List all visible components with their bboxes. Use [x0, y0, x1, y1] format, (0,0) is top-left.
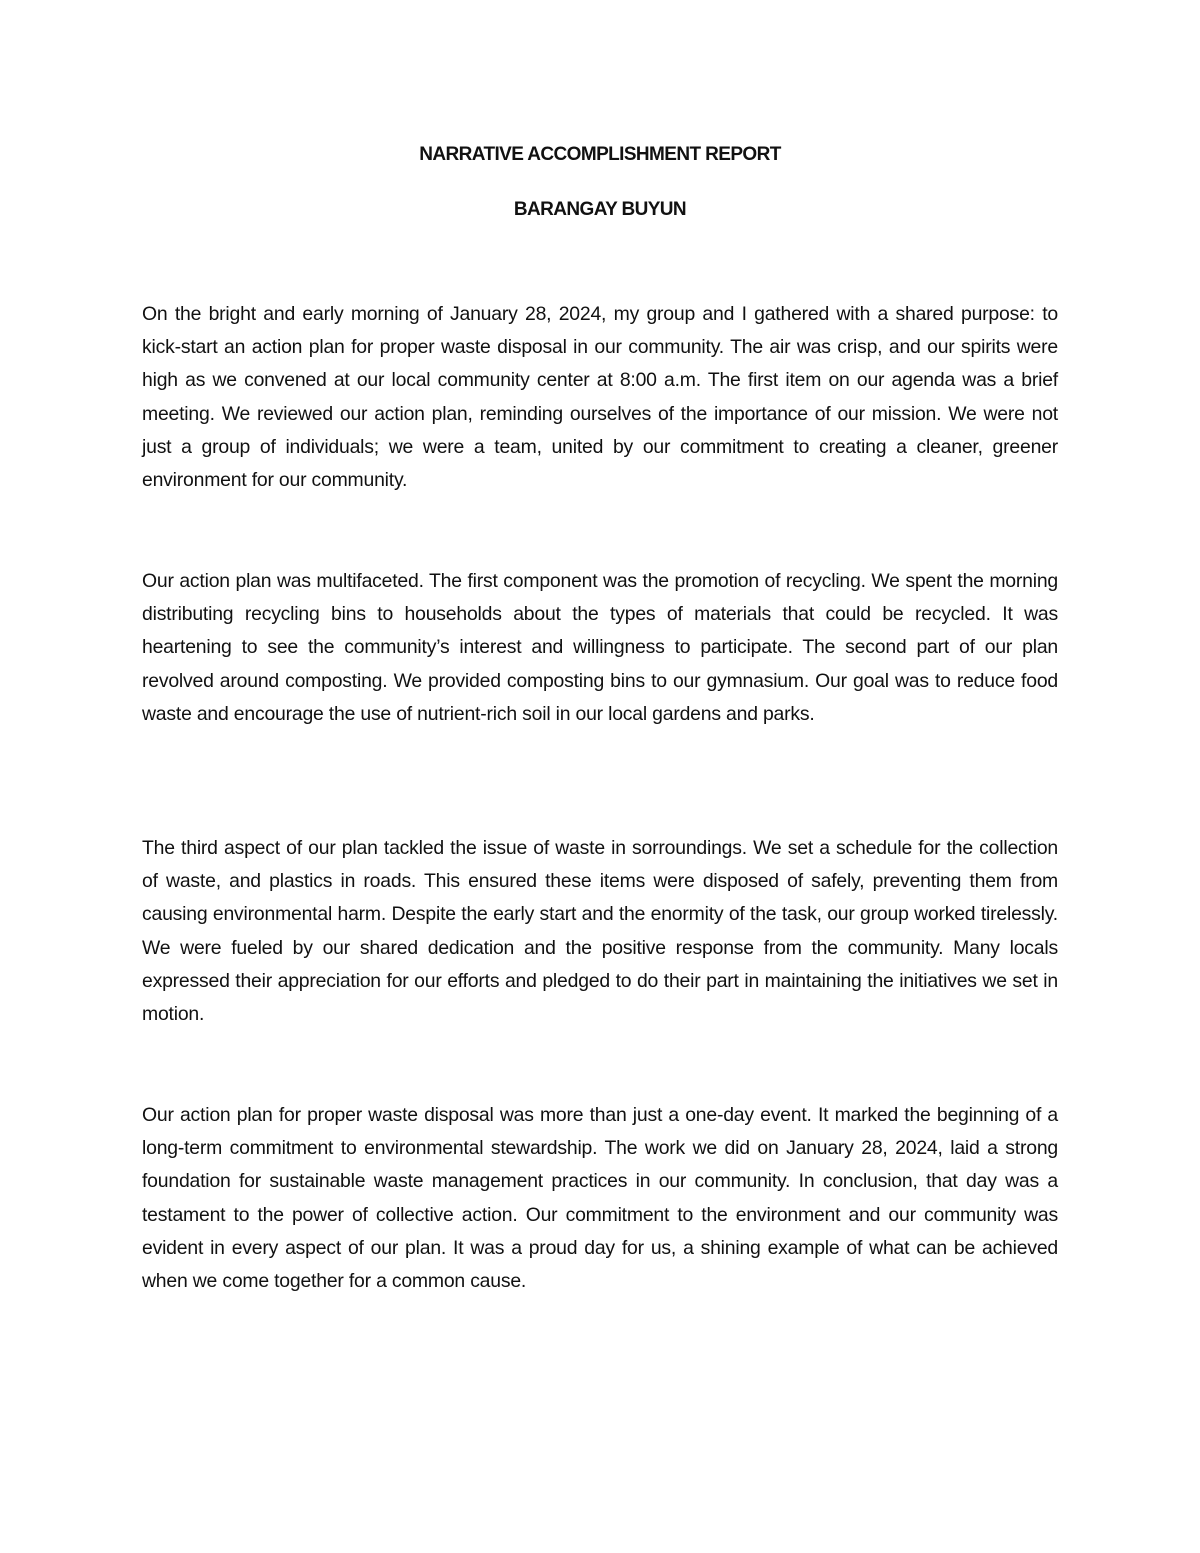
paragraph-3: The third aspect of our plan tackled the issue of waste in sorroundings. We set a schedule for the collection of waste, and plastics in roads. This ensured these items were disposed of safely, preventing them from causing environmental harm. Despite the early start and the enormity of the task, our group worked tirelessly. We were fueled by our shared dedication and the positive response from the community. Many locals expressed their appreciation for our efforts and pledged to do their part in maintaining the initiatives we set in motion.	[142, 837, 1058, 1026]
paragraph-4: Our action plan for proper waste disposal was more than just a one-day event. It marked the beginning of a long-term commitment to environmental stewardship. The work we did on January 28, 2024, laid a strong foundation for sustainable waste management practices in our community. In conclusion, that day was a testament to the power of collective action. Our commitment to the environment and our community was evident in every aspect of our plan. It was a proud day for us, a shining example of what can be achieved when we come together for a common cause.	[142, 1104, 1058, 1293]
report-subtitle: BARANGAY BUYUN	[513, 199, 687, 220]
paragraph-2: Our action plan was multifaceted. The first component was the promotion of recycling. We spent the morning distributing recycling bins to households about the types of materials that could be recycled. It was heartening to see the community’s interest and willingness to participate. The second part of our plan revolved around composting. We provided composting bins to our gymnasium. Our goal was to reduce food waste and encourage the use of nutrient-rich soil in our local gardens and parks.	[142, 570, 1058, 725]
paragraph-1: On the bright and early morning of January 28, 2024, my group and I gathered with a shared purpose: to kick-start an action plan for proper waste disposal in our community. The air was crisp, and our spirits were high as we convened at our local community center at 8:00 a.m. The first item on our agenda was a brief meeting. We reviewed our action plan, reminding ourselves of the importance of our mission. We were not just a group of individuals; we were a team, united by our commitment to creating a cleaner, greener environment for our community.	[142, 303, 1058, 492]
report-title: NARRATIVE ACCOMPLISHMENT REPORT	[419, 144, 781, 165]
